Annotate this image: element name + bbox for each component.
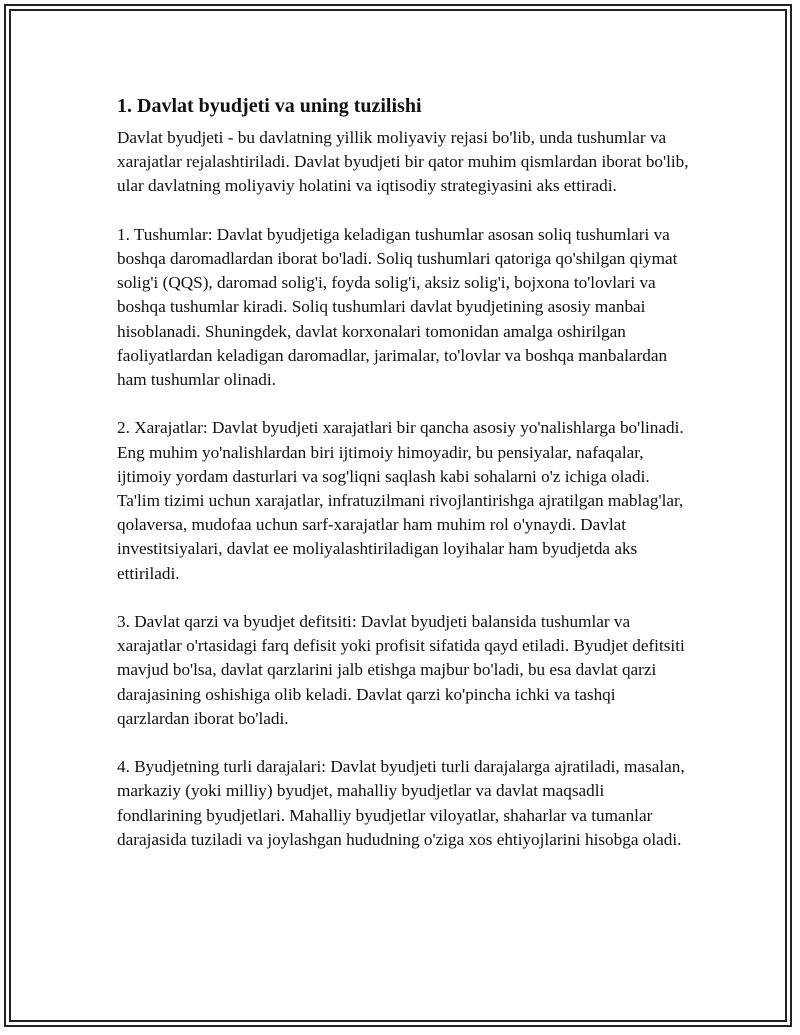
debt-deficit-paragraph: 3. Davlat qarzi va byudjet defitsiti: Davlat byudjeti balansida tushumlar va xarajatlar o'rtasidagi farq defisit yoki profisit sifatida qayd etiladi. Byudjet defitsiti mavjud bo'lsa, davlat qarzlarini jalb etishga majbur bo'ladi, bu esa davlat qarzi darajasining oshishiga olib keladi. Davlat qarzi ko'pincha ichki va tashqi qarzlardan iborat bo'ladi. <box>117 612 685 728</box>
intro-paragraph: Davlat byudjeti - bu davlatning yillik moliyaviy rejasi bo'lib, unda tushumlar va xarajatlar rejalashtiriladi. Davlat byudjeti bir qator muhim qismlardan iborat bo'lib, ular davlatning moliyaviy holatini va iqtisodiy strategiyasini aks ettiradi. <box>117 128 689 196</box>
expenses-paragraph: 2. Xarajatlar: Davlat byudjeti xarajatlari bir qancha asosiy yo'nalishlarga bo'linadi. Eng muhim yo'nalishlardan biri ijtimoiy himoyadir, bu pensiyalar, nafaqalar, ijtimoiy yordam dasturlari va sog'liqni saqlash kabi sohalarni o'z ichiga oladi. Ta'lim tizimi uchun xarajatlar, infratuzilmani rivojlantirishga ajratilgan mablag'lar, qolaversa, mudofaa uchun sarf-xarajatlar ham muhim rol o'ynaydi. Davlat investitsiyalari, davlat ee moliyalashtiriladigan loyihalar ham byudjetda aks ettiriladi. <box>117 418 684 583</box>
income-paragraph: 1. Tushumlar: Davlat byudjetiga keladigan tushumlar asosan soliq tushumlari va boshqa daromadlardan iborat bo'ladi. Soliq tushumlari qatoriga qo'shilgan qiymat solig'i (QQS), daromad solig'i, foyda solig'i, aksiz solig'i, bojxona to'lovlari va boshqa tushumlar kiradi. Soliq tushumlari davlat byudjetining asosiy manbai hisoblanadi. Shuningdek, davlat korxonalari tomonidan amalga oshirilgan faoliyatlardan keladigan daromadlar, jarimalar, to'lovlar va boshqa manbalardan ham tushumlar olinadi. <box>117 224 678 390</box>
document-body <box>117 92 692 876</box>
section-heading: 1. Davlat byudjeti va uning tuzilishi <box>117 95 422 117</box>
budget-levels-paragraph: 4. Byudjetning turli darajalari: Davlat byudjeti turli darajalarga ajratiladi, masalan, markaziy (yoki milliy) byudjet, mahalliy byudjetlar va davlat maqsadli fondlarining byudjetlari. Mahalliy byudjetlar viloyatlar, shaharlar va tumanlar darajasida tuziladi va joylashgan hududning o'ziga xos ehtiyojlarini hisobga oladi. <box>117 757 685 849</box>
